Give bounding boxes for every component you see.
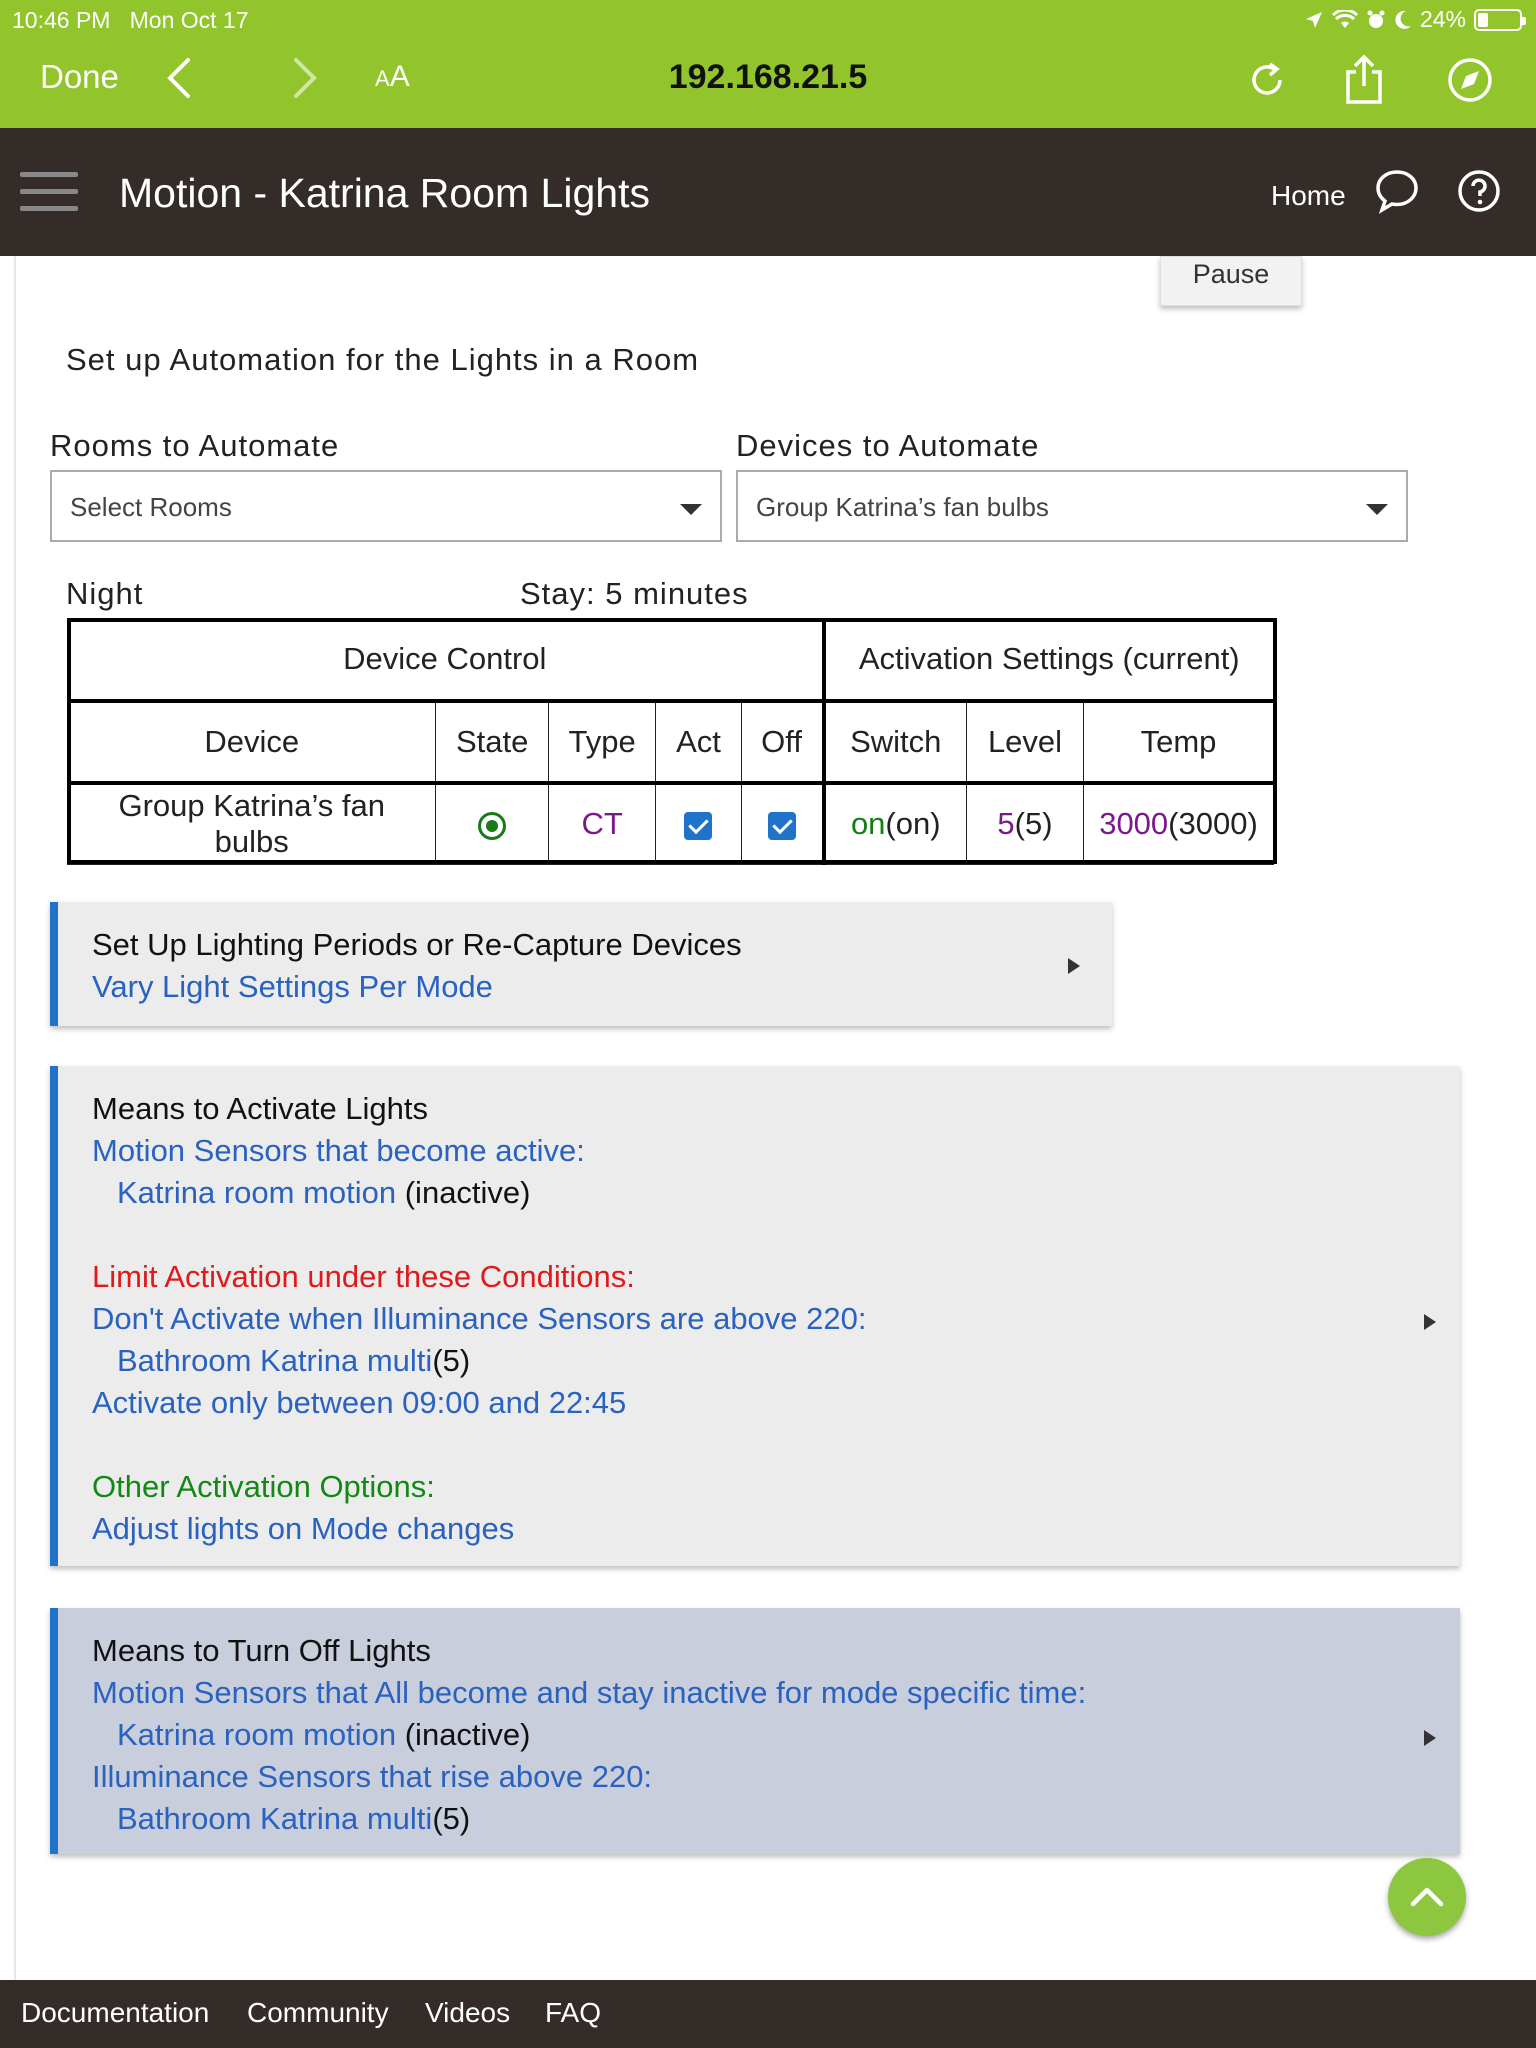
column-header-level: Level: [967, 701, 1084, 783]
periods-title: Set Up Lighting Periods or Re-Capture Devices: [92, 927, 742, 962]
turnoff-motion-heading[interactable]: Motion Sensors that All become and stay inactive for mode specific time:: [92, 1675, 1087, 1710]
browser-toolbar: [0, 40, 1536, 128]
activate-panel[interactable]: [50, 1066, 1460, 1566]
turnoff-illum-heading[interactable]: Illuminance Sensors that rise above 220:: [92, 1759, 653, 1794]
forward-icon[interactable]: [284, 54, 324, 102]
illum-limit-heading[interactable]: Don't Activate when Illuminance Sensors are above 220:: [92, 1301, 867, 1336]
periods-link[interactable]: Vary Light Settings Per Mode: [92, 969, 493, 1004]
wifi-icon: [1332, 10, 1358, 30]
level-current: (5): [1014, 806, 1053, 842]
footer-link-documentation[interactable]: Documentation: [21, 1997, 210, 2028]
chevron-down-icon: [680, 504, 702, 515]
mode-label: Night: [66, 576, 144, 611]
compass-icon[interactable]: [1446, 54, 1494, 106]
temp-cell[interactable]: [1084, 783, 1274, 865]
limit-heading: Limit Activation under these Conditions:: [92, 1259, 635, 1294]
home-link[interactable]: Home: [1271, 180, 1346, 211]
column-header-act: Act: [656, 701, 741, 783]
rooms-select[interactable]: [50, 470, 722, 542]
devices-select[interactable]: [736, 470, 1408, 542]
column-header-state: State: [436, 701, 548, 783]
footer-link-faq[interactable]: FAQ: [545, 1997, 602, 2028]
switch-value: on: [850, 806, 886, 842]
expand-arrow-icon[interactable]: [1424, 1314, 1436, 1330]
time-text: 10:46 PM: [12, 7, 111, 33]
activate-title: Means to Activate Lights: [92, 1091, 429, 1126]
rooms-label: Rooms to Automate: [50, 428, 340, 463]
column-header-device: Device: [68, 701, 436, 783]
turnoff-panel[interactable]: [50, 1608, 1460, 1854]
other-options-heading: Other Activation Options:: [92, 1469, 435, 1504]
reload-icon[interactable]: [1244, 54, 1292, 106]
section-title: Set up Automation for the Lights in a Room: [66, 342, 700, 377]
browser-bar: [0, 0, 1536, 128]
app-header: [0, 128, 1536, 256]
switch-current: (on): [885, 806, 941, 842]
act-cell[interactable]: [656, 783, 741, 865]
pause-button[interactable]: Pause: [1160, 256, 1302, 306]
date-text: Mon Oct 17: [129, 7, 249, 33]
turnoff-motion-device[interactable]: Katrina room motion: [117, 1717, 397, 1752]
illum-limit-device[interactable]: Bathroom Katrina multi: [117, 1343, 433, 1378]
chat-icon[interactable]: [1374, 168, 1420, 214]
column-header-switch: Switch: [824, 701, 967, 783]
act-checkbox[interactable]: [684, 812, 712, 840]
footer-link-community[interactable]: Community: [247, 1997, 389, 2028]
battery-icon: [1474, 9, 1522, 31]
status-time: [12, 7, 249, 34]
url-text[interactable]: 192.168.21.5: [668, 58, 868, 96]
turnoff-title: Means to Turn Off Lights: [92, 1633, 431, 1668]
footer: [0, 1980, 1536, 2048]
text-size-big: A: [389, 60, 410, 93]
temp-value: 3000: [1099, 806, 1169, 842]
text-size-button[interactable]: [375, 60, 410, 94]
share-icon[interactable]: [1340, 54, 1388, 106]
state-on-icon[interactable]: [478, 812, 506, 840]
text-size-small: A: [375, 66, 390, 91]
temp-current: (3000): [1168, 806, 1258, 842]
device-cell[interactable]: Group Katrina’s fan bulbs: [68, 783, 436, 865]
page-title: Motion - Katrina Room Lights: [119, 170, 650, 216]
expand-arrow-icon[interactable]: [1068, 958, 1080, 974]
group-header-device-control: Device Control: [68, 619, 824, 701]
off-checkbox[interactable]: [768, 812, 796, 840]
back-icon[interactable]: [160, 54, 200, 102]
column-header-type: Type: [548, 701, 655, 783]
main-content: [14, 256, 1536, 1980]
done-button[interactable]: Done: [40, 58, 119, 95]
device-table: [67, 618, 1274, 865]
activate-motion-heading[interactable]: Motion Sensors that become active:: [92, 1133, 585, 1168]
level-cell[interactable]: [967, 783, 1084, 865]
chevron-up-icon: [1407, 1878, 1447, 1916]
location-icon: [1304, 10, 1324, 30]
help-icon[interactable]: [1456, 168, 1502, 214]
activate-motion-state: (inactive): [396, 1175, 531, 1210]
menu-icon[interactable]: [20, 172, 78, 212]
switch-cell[interactable]: [824, 783, 967, 865]
devices-label: Devices to Automate: [736, 428, 1040, 463]
mode-change-option[interactable]: Adjust lights on Mode changes: [92, 1511, 515, 1546]
periods-panel[interactable]: [50, 902, 1112, 1026]
table-row: [68, 783, 1274, 865]
level-value: 5: [997, 806, 1015, 842]
illum-limit-value: (5): [432, 1343, 471, 1378]
url-field: [0, 58, 1536, 97]
turnoff-illum-value: (5): [432, 1801, 471, 1836]
time-limit[interactable]: Activate only between 09:00 and 22:45: [92, 1385, 627, 1420]
scroll-to-top-button[interactable]: [1388, 1858, 1466, 1936]
column-header-temp: Temp: [1084, 701, 1274, 783]
moon-icon: [1394, 10, 1412, 30]
turnoff-illum-device[interactable]: Bathroom Katrina multi: [117, 1801, 433, 1836]
battery-percent: 24%: [1419, 6, 1466, 32]
state-cell[interactable]: [436, 783, 548, 865]
expand-arrow-icon[interactable]: [1424, 1730, 1436, 1746]
off-cell[interactable]: [741, 783, 823, 865]
footer-link-videos[interactable]: Videos: [425, 1997, 511, 2028]
activate-motion-device[interactable]: Katrina room motion: [117, 1175, 397, 1210]
devices-select-value: Group Katrina’s fan bulbs: [756, 492, 1049, 522]
battery-fill: [1478, 13, 1488, 27]
rooms-select-value: Select Rooms: [70, 492, 232, 522]
chevron-down-icon: [1366, 504, 1388, 515]
turnoff-motion-state: (inactive): [396, 1717, 531, 1752]
type-cell[interactable]: CT: [548, 783, 655, 865]
status-bar: [0, 0, 1536, 40]
column-header-off: Off: [741, 701, 823, 783]
status-icons: [1304, 6, 1522, 33]
stay-label: Stay: 5 minutes: [520, 576, 749, 611]
group-header-activation: Activation Settings (current): [824, 619, 1274, 701]
alarm-icon: [1366, 10, 1386, 30]
